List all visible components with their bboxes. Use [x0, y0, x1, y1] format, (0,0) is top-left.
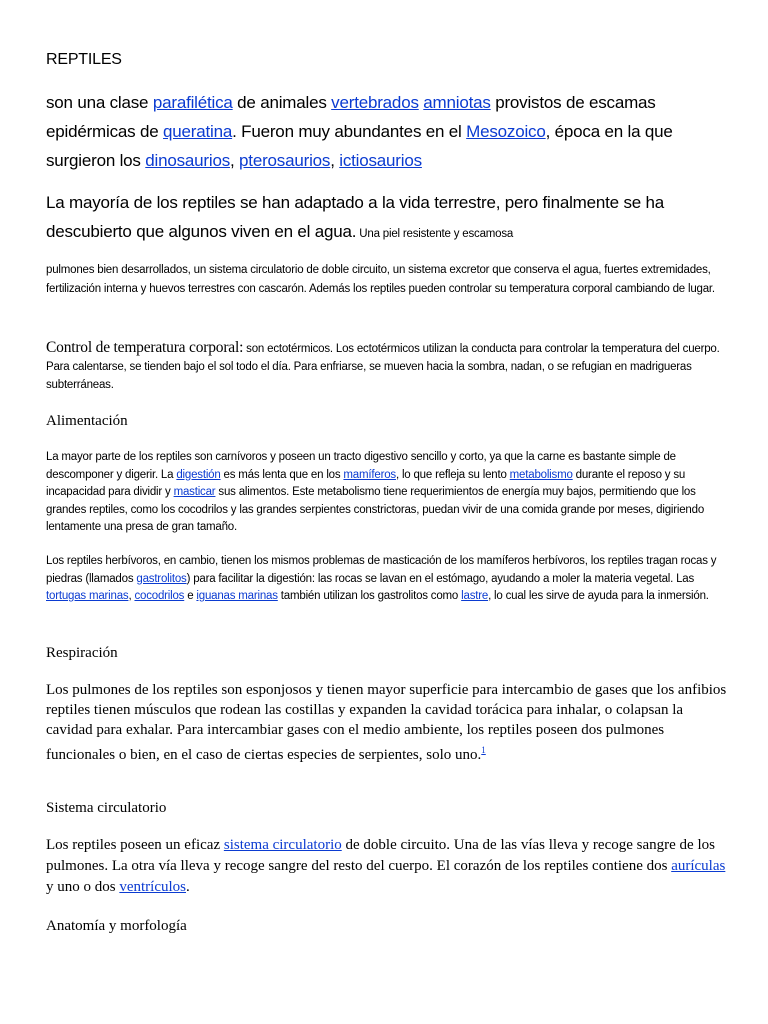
intro-text: , época en la que surgieron los — [46, 122, 673, 170]
link-pterosaurios[interactable]: pterosaurios — [239, 151, 331, 170]
link-mamiferos[interactable]: mamíferos — [343, 468, 396, 481]
circulatorio-paragraph — [46, 835, 730, 898]
alim-text: durante el reposo y su incapacidad para dividir y — [46, 468, 686, 498]
alim-text: , — [128, 590, 135, 602]
link-ventriculos[interactable]: ventrículos — [119, 879, 186, 895]
link-parafiletica[interactable]: parafilética — [152, 93, 233, 112]
circ-text: Los reptiles poseen un eficaz — [46, 837, 224, 853]
link-lastre[interactable]: lastre — [461, 590, 489, 602]
respiracion-text: Los pulmones de los reptiles son esponjosos y tienen mayor superficie para intercambio de gases que los anfibios reptiles tienen músculos que rodean las costillas y expanden la cavidad torácica para inhalar, o colapsan la cavidad para exhalar. Para intercambiar gases con el medio ambiente, los reptiles poseen dos pulmones funcionales o bien, en el caso de ciertas especies de serpientes, solo uno. — [46, 682, 727, 763]
anatomia-heading: Anatomía y morfología — [46, 918, 187, 934]
link-metabolismo[interactable]: metabolismo — [509, 468, 573, 481]
control-text: son ectotérmicos. Los ectotérmicos utilizan la conducta para controlar la temperatura del cuerpo. Para calentarse, se tienden bajo el sol todo el día. Para enfriarse, se mueven hacia la sombra, nadan, o se refugian en madrigueras subterráneas. — [46, 343, 720, 391]
intro-text: , — [230, 151, 240, 170]
link-masticar[interactable]: masticar — [173, 486, 216, 498]
alim-text: sus alimentos. Este metabolismo tiene requerimientos de energía muy bajos, permitiendo que los grandes reptiles, como los cocodrilos y las grandes serpientes constrictoras, puedan vivir de una comida grande por meses, digiriendo lentamente una presa de gran tamaño. — [46, 486, 705, 533]
alimentacion-paragraph-2 — [46, 553, 730, 606]
link-queratina[interactable]: queratina — [163, 122, 233, 141]
circulatorio-heading: Sistema circulatorio — [46, 800, 167, 816]
circ-text: . — [186, 879, 190, 895]
alim-text: , lo que refleja su lento — [395, 468, 510, 481]
intro-text: . Fueron muy abundantes en el — [232, 122, 467, 141]
control-paragraph — [46, 339, 730, 394]
alim-text: ) para facilitar la digestión: las rocas se lavan en el estómago, ayudando a moler la materia vegetal. Las — [186, 572, 695, 585]
link-ictiosaurios[interactable]: ictiosaurios — [339, 151, 422, 170]
respiracion-paragraph — [46, 680, 730, 765]
alim-text: La mayor parte de los reptiles son carnívoros y poseen un tracto digestivo sencillo y corto, ya que la carne es bastante simple de descomponer y digerir. La — [46, 451, 676, 481]
intro-text: son una clase — [46, 93, 153, 112]
alimentacion-heading: Alimentación — [46, 413, 128, 429]
link-cocodrilos[interactable]: cocodrilos — [134, 590, 185, 602]
majority-small-text: Una piel resistente y escamosa — [356, 228, 514, 240]
alim-text: , lo cual les sirve de ayuda para la inmersión. — [488, 590, 709, 602]
document-title: REPTILES — [46, 51, 122, 68]
circ-text: de doble circuito. Una de las vías lleva y recoge sangre de los pulmones. La otra vía lleva y recoge sangre del resto del cuerpo. El corazón de los reptiles contiene dos — [46, 837, 715, 874]
link-vertebrados[interactable]: vertebrados — [331, 93, 419, 112]
alimentacion-paragraph-1 — [46, 449, 730, 537]
majority-paragraph — [46, 188, 730, 249]
footnote-link[interactable]: 1 — [481, 745, 486, 755]
alim-text: es más lenta que en los — [220, 468, 344, 481]
intro-text: de animales — [232, 93, 332, 112]
link-sistema-circulatorio[interactable]: sistema circulatorio — [223, 837, 342, 853]
link-mesozoico[interactable]: Mesozoico — [466, 122, 546, 141]
intro-text: provistos de escamas epidérmicas de — [46, 93, 656, 141]
respiracion-heading: Respiración — [46, 645, 118, 661]
control-heading: Control de temperatura corporal: — [46, 339, 244, 356]
features-paragraph: pulmones bien desarrollados, un sistema circulatorio de doble circuito, un sistema excretor que conserva el agua, fuertes extremidades, fertilización interna y huevos terrestres con cascarón. Además los reptiles pueden controlar su temperatura corporal cambiando de lugar. — [46, 264, 715, 295]
link-dinosaurios[interactable]: dinosaurios — [145, 151, 230, 170]
link-gastrolitos[interactable]: gastrolitos — [136, 572, 187, 585]
alim-text: también utilizan los gastrolitos como — [277, 590, 462, 602]
intro-text: , — [330, 151, 340, 170]
link-tortugas-marinas[interactable]: tortugas marinas — [46, 590, 129, 602]
majority-text: La mayoría de los reptiles se han adaptado a la vida terrestre, pero finalmente se ha descubierto que algunos viven en el agua. — [46, 193, 665, 241]
alim-text: e — [184, 590, 197, 602]
link-amniotas[interactable]: amniotas — [423, 93, 491, 112]
intro-paragraph — [46, 88, 730, 175]
link-digestion[interactable]: digestión — [176, 468, 221, 481]
circ-text: y uno o dos — [46, 879, 120, 895]
alim-text: Los reptiles herbívoros, en cambio, tienen los mismos problemas de masticación de los mamíferos herbívoros, los reptiles tragan rocas y piedras (llamados — [46, 555, 717, 585]
link-auriculas[interactable]: aurículas — [671, 858, 726, 874]
link-iguanas-marinas[interactable]: iguanas marinas — [196, 590, 278, 602]
